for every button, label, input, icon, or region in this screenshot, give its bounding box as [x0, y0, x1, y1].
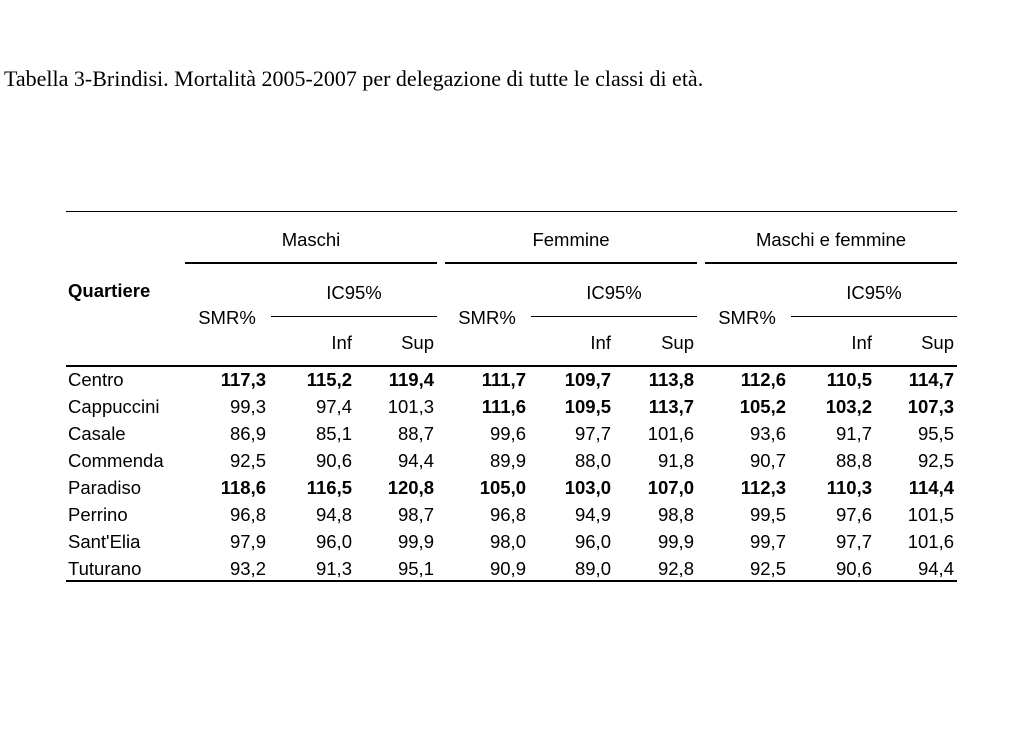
inf-header: Inf [851, 332, 872, 353]
cell-maschi-smr: 86,9 [229, 423, 266, 444]
cell-totale-sup: 95,5 [917, 423, 954, 444]
group-rule-maschi [185, 262, 437, 264]
inf-header: Inf [590, 332, 611, 353]
cell-femmine-inf: 88,0 [574, 450, 611, 471]
cell-femmine-sup: 107,0 [647, 477, 694, 498]
cell-maschi-inf: 90,6 [315, 450, 352, 471]
cell-totale-inf: 97,7 [835, 531, 872, 552]
cell-maschi-smr: 93,2 [229, 558, 266, 579]
cell-femmine-smr: 111,7 [481, 369, 526, 390]
cell-femmine-sup: 92,8 [657, 558, 694, 579]
cell-totale-inf: 97,6 [835, 504, 872, 525]
cell-totale-smr: 112,3 [740, 477, 786, 498]
cell-totale-smr: 112,6 [740, 369, 786, 390]
cell-totale-sup: 107,3 [907, 396, 954, 417]
cell-femmine-sup: 113,7 [648, 396, 694, 417]
ic-rule-femmine [531, 316, 697, 317]
cell-totale-smr: 93,6 [749, 423, 786, 444]
cell-maschi-sup: 94,4 [397, 450, 434, 471]
quartiere-name: Commenda [68, 450, 164, 471]
cell-femmine-inf: 103,0 [564, 477, 611, 498]
group-header-maschi: Maschi [281, 229, 341, 250]
cell-maschi-sup: 119,4 [388, 369, 434, 390]
quartiere-name: Centro [68, 369, 124, 390]
cell-totale-sup: 101,6 [907, 531, 954, 552]
cell-maschi-inf: 91,3 [315, 558, 352, 579]
quartiere-name: Casale [68, 423, 126, 444]
cell-femmine-inf: 109,5 [564, 396, 611, 417]
ic-rule-maschi-femmine [791, 316, 957, 317]
cell-maschi-sup: 95,1 [397, 558, 434, 579]
inf-header: Inf [331, 332, 352, 353]
header-bottom-rule [66, 365, 957, 367]
smr-header: SMR% [718, 307, 776, 328]
cell-maschi-smr: 97,9 [229, 531, 266, 552]
cell-maschi-sup: 88,7 [397, 423, 434, 444]
cell-totale-sup: 114,4 [908, 477, 954, 498]
cell-femmine-sup: 101,6 [647, 423, 694, 444]
cell-femmine-smr: 99,6 [489, 423, 526, 444]
cell-femmine-inf: 97,7 [574, 423, 611, 444]
cell-femmine-smr: 89,9 [489, 450, 526, 471]
cell-femmine-sup: 99,9 [657, 531, 694, 552]
cell-femmine-inf: 94,9 [574, 504, 611, 525]
quartiere-name: Cappuccini [68, 396, 160, 417]
quartiere-header: Quartiere [68, 280, 151, 301]
cell-totale-smr: 105,2 [739, 396, 786, 417]
cell-maschi-sup: 99,9 [397, 531, 434, 552]
cell-femmine-smr: 96,8 [489, 504, 526, 525]
ic95-header: IC95% [326, 282, 382, 303]
cell-maschi-sup: 120,8 [387, 477, 434, 498]
group-header-femmine: Femmine [532, 229, 610, 250]
cell-totale-sup: 114,7 [908, 369, 954, 390]
quartiere-name: Paradiso [68, 477, 142, 498]
sup-header: Sup [661, 332, 694, 353]
table-caption: Tabella 3-Brindisi. Mortalità 2005-2007 per delegazione di tutte le classi di età. [4, 66, 704, 91]
cell-femmine-sup: 98,8 [657, 504, 694, 525]
smr-header: SMR% [458, 307, 516, 328]
cell-totale-inf: 110,3 [826, 477, 872, 498]
smr-header: SMR% [198, 307, 256, 328]
quartiere-name: Sant'Elia [68, 531, 141, 552]
cell-femmine-smr: 105,0 [479, 477, 526, 498]
cell-totale-inf: 90,6 [835, 558, 872, 579]
quartiere-name: Tuturano [68, 558, 142, 579]
cell-maschi-smr: 117,3 [220, 369, 266, 390]
cell-maschi-inf: 85,1 [315, 423, 352, 444]
top-rule [66, 211, 957, 212]
cell-maschi-inf: 96,0 [315, 531, 352, 552]
ic-rule-maschi [271, 316, 437, 317]
cell-femmine-inf: 109,7 [564, 369, 611, 390]
mortality-table [66, 211, 957, 583]
sup-header: Sup [401, 332, 434, 353]
cell-maschi-smr: 96,8 [229, 504, 266, 525]
cell-femmine-sup: 113,8 [648, 369, 694, 390]
cell-maschi-inf: 116,5 [306, 477, 352, 498]
cell-maschi-inf: 94,8 [315, 504, 352, 525]
bottom-rule [66, 580, 957, 582]
group-rule-femmine [445, 262, 697, 264]
cell-totale-sup: 92,5 [917, 450, 954, 471]
group-rule-maschi-femmine [705, 262, 957, 264]
sup-header: Sup [921, 332, 954, 353]
cell-femmine-smr: 111,6 [481, 396, 526, 417]
group-header-maschi-femmine: Maschi e femmine [755, 229, 907, 250]
ic95-header: IC95% [586, 282, 642, 303]
cell-maschi-smr: 92,5 [229, 450, 266, 471]
cell-totale-smr: 92,5 [749, 558, 786, 579]
cell-totale-sup: 94,4 [917, 558, 954, 579]
cell-maschi-sup: 101,3 [387, 396, 434, 417]
cell-totale-smr: 99,5 [749, 504, 786, 525]
cell-maschi-inf: 115,2 [306, 369, 352, 390]
cell-totale-inf: 110,5 [826, 369, 872, 390]
cell-femmine-inf: 96,0 [574, 531, 611, 552]
cell-maschi-sup: 98,7 [397, 504, 434, 525]
cell-totale-sup: 101,5 [907, 504, 954, 525]
quartiere-name: Perrino [68, 504, 128, 525]
cell-femmine-smr: 90,9 [489, 558, 526, 579]
cell-femmine-sup: 91,8 [657, 450, 694, 471]
ic95-header: IC95% [846, 282, 902, 303]
cell-totale-inf: 88,8 [835, 450, 872, 471]
cell-femmine-smr: 98,0 [489, 531, 526, 552]
cell-totale-inf: 103,2 [825, 396, 872, 417]
cell-totale-smr: 99,7 [749, 531, 786, 552]
cell-maschi-smr: 99,3 [229, 396, 266, 417]
cell-totale-smr: 90,7 [749, 450, 786, 471]
cell-maschi-inf: 97,4 [315, 396, 352, 417]
cell-femmine-inf: 89,0 [574, 558, 611, 579]
cell-maschi-smr: 118,6 [220, 477, 266, 498]
cell-totale-inf: 91,7 [835, 423, 872, 444]
